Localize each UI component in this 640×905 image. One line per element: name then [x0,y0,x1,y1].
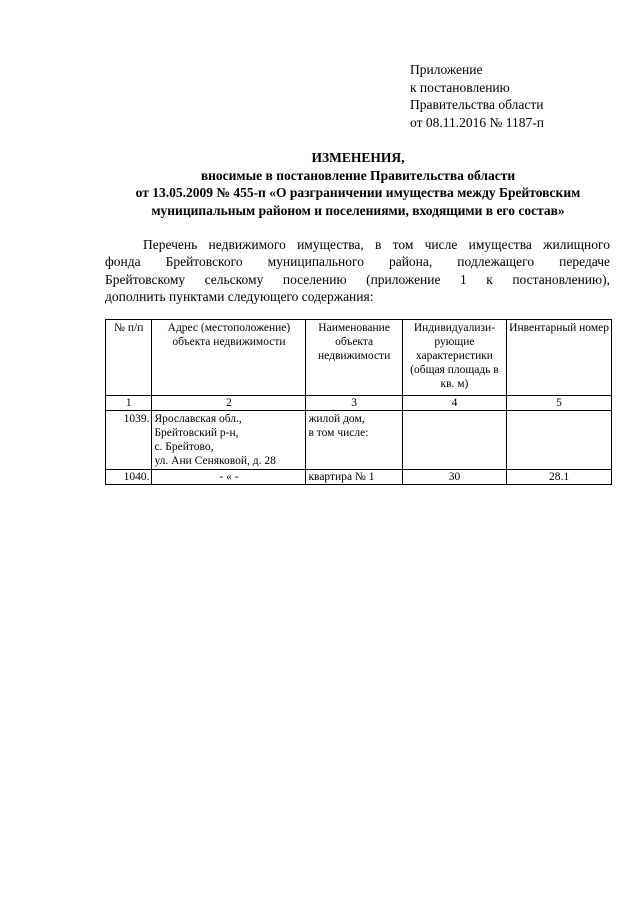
row-inventory: 28.1 [507,470,612,485]
row-num: 1039. [106,411,152,470]
column-number: 3 [306,396,402,411]
row-characteristics [402,411,506,470]
document-heading [80,149,636,219]
table-row [106,470,612,485]
row-name [306,411,402,470]
address-line: Брейтовский р-н, [154,427,239,439]
heading-title: ИЗМЕНЕНИЯ, [311,150,405,165]
row-inventory [507,411,612,470]
name-line: в том числе: [308,427,369,439]
name-line: жилой дом, [308,413,365,425]
heading-line: от 13.05.2009 № 455-п «О разграничении имущества между Брейтовским [135,185,581,200]
table-row [106,411,612,470]
body-paragraph [105,236,610,306]
header-characteristics: Индивидуализи-рующие характеристики (общая площадь в кв. м) [402,320,506,396]
appendix-line: Приложение [410,62,483,77]
address-line: ул. Ани Сеняковой, д. 28 [154,455,276,467]
row-num: 1040. [106,470,152,485]
table-header-row [106,320,612,396]
appendix-line: Правительства области [410,97,544,112]
column-number: 4 [402,396,506,411]
paragraph-line: дополнить пунктами следующего содержания: [105,289,374,305]
column-number: 5 [507,396,612,411]
address-line: с. Брейтово, [154,441,214,453]
heading-line: муниципальным районом и поселениями, входящими в его состав» [151,202,565,218]
property-table [105,319,612,485]
header-name: Наименование объекта недвижимости [306,320,402,396]
column-number: 1 [106,396,152,411]
heading-line: вносимые в постановление Правительства области [200,167,516,183]
paragraph-line: Брейтовскому сельскому поселению (приложение 1 к постановлению), [105,271,610,287]
paragraph-line: фонда Брейтовского муниципального района, подлежащего передаче [105,254,610,270]
header-address: Адрес (местоположение) объекта недвижимости [152,320,306,396]
row-characteristics: 30 [402,470,506,485]
row-address: - « - [152,470,306,485]
column-number: 2 [152,396,306,411]
paragraph-line: Перечень недвижимого имущества, в том числе имущества жилищного [143,237,610,252]
header-inventory: Инвентарный номер [507,320,612,396]
appendix-line: к постановлению [410,79,510,95]
address-line: Ярославская обл., [154,413,242,425]
column-number-row [106,396,612,411]
appendix-line: от 08.11.2016 № 1187-п [410,114,544,130]
row-address [152,411,306,470]
row-name: квартира № 1 [306,470,402,485]
header-num: № п/п [106,320,152,396]
appendix-note [410,61,544,131]
